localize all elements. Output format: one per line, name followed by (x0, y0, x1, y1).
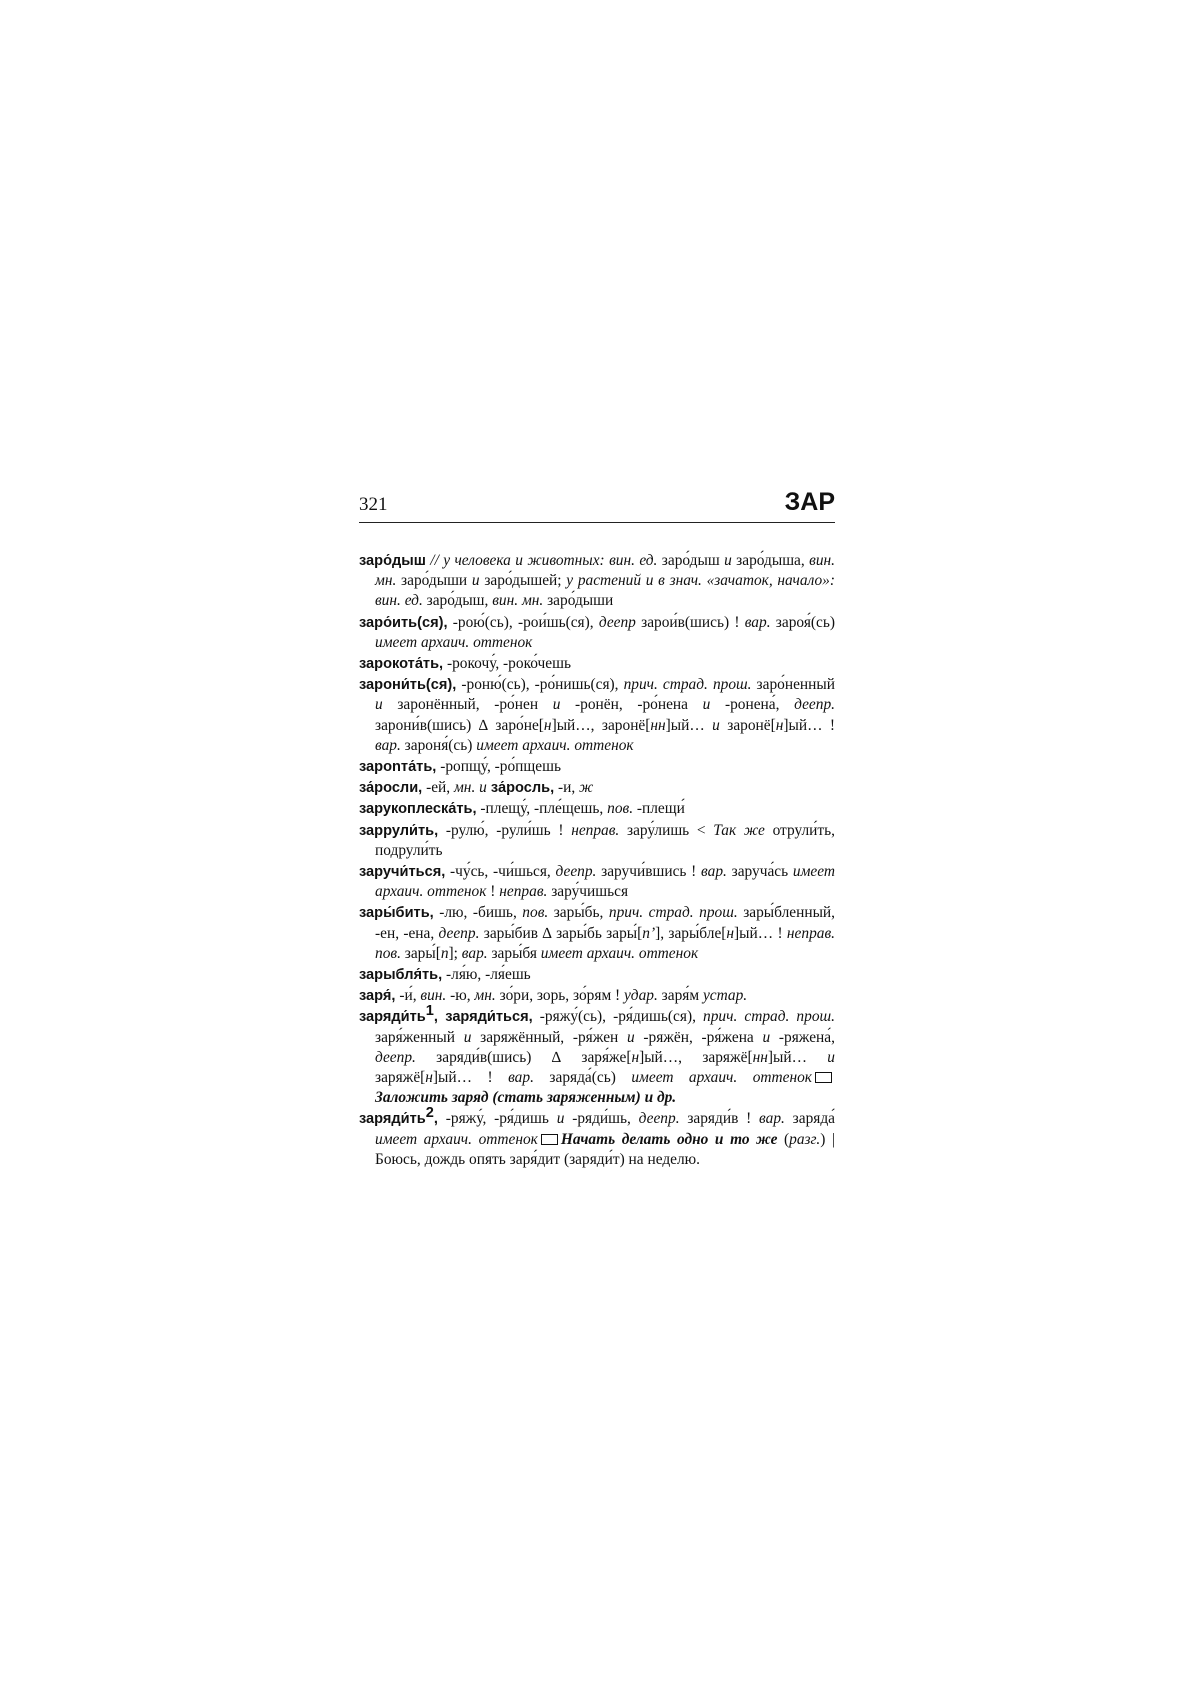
dictionary-entry (359, 551, 835, 612)
entry-headword: зарокота́ть, (359, 656, 444, 673)
grammar-label: имеет архаич. оттенок (375, 633, 533, 651)
entry-text: заронё[ (719, 716, 776, 734)
grammar-label: и (626, 1028, 635, 1046)
entry-text: заряда́ (784, 1110, 836, 1128)
entry-text: ]ый… (665, 716, 713, 734)
dictionary-entries (359, 551, 835, 1171)
guide-word: ЗАР (784, 488, 835, 516)
entry-text: заро́ненный (751, 676, 835, 694)
entry-text: -ряди́шь, (564, 1110, 639, 1128)
entry-text: -роню́(сь), -ро́нишь(ся), (456, 676, 624, 694)
grammar-label: неправ. (499, 883, 548, 901)
entry-text: зарони́в(шись) ∆ заро́не[ (375, 716, 544, 734)
entry-headword: заррули́ть, (359, 822, 439, 839)
entry-text: зароя́(сь) (770, 613, 835, 631)
entry-text: заря́м (657, 987, 703, 1005)
entry-text: заручи́вшись ! (596, 863, 702, 881)
entry-text: -ля́ю, -ля́ешь (442, 966, 531, 984)
entry-text: ]; (448, 944, 462, 962)
entry-headword: заряди́ть (359, 1111, 426, 1128)
entry-text: ]ый… ! (432, 1069, 509, 1087)
grammar-label: и (827, 1048, 835, 1066)
entry-headword: зарыбля́ть, (359, 967, 443, 984)
dictionary-entry (359, 757, 835, 777)
entry-headword: заряди́ть (359, 1009, 426, 1026)
dictionary-entry (359, 675, 835, 756)
grammar-label: неправ. (571, 821, 620, 839)
dictionary-entry (359, 1003, 835, 1108)
grammar-label: имеет архаич. оттенок (631, 1069, 812, 1087)
grammar-label: и (375, 696, 383, 714)
dictionary-entry (359, 778, 835, 798)
grammar-label: п (440, 944, 449, 962)
grammar-label: имеет архаич. оттенок (375, 1130, 538, 1148)
page-header (359, 488, 835, 522)
entry-text: -рокочу́, -роко́чешь (443, 655, 572, 673)
dictionary-entry (359, 799, 835, 819)
grammar-label: имеет архаич. оттенок (375, 863, 835, 901)
entry-text: заро́дыши (543, 592, 614, 610)
entry-text: зары́бив ∆ зары́бь зары́[ (479, 924, 643, 942)
grammar-label: н (726, 924, 735, 942)
entry-text: зары́бь, (548, 904, 609, 922)
grammar-label: вар. (744, 613, 771, 631)
entry-headword: заро́ить(ся), (359, 614, 448, 631)
grammar-label: имеет архаич. оттенок (540, 944, 699, 962)
grammar-label: удар. (624, 987, 658, 1005)
grammar-label: и (471, 572, 480, 590)
entry-text: -ряжена́, (770, 1028, 835, 1046)
grammar-label: деепр. (638, 1110, 680, 1128)
grammar-label: у растений и в знач. «зачаток, начало»: вин. ед. (375, 572, 835, 610)
entry-text: заро́дыш, (422, 592, 493, 610)
dictionary-entry (359, 862, 835, 902)
grammar-label: мн. (474, 987, 496, 1005)
meaning-text: Заложить заряд (стать заряженным) и др. (375, 1089, 677, 1107)
entry-text: -ронена́, (710, 696, 795, 714)
grammar-label: деепр. (794, 696, 835, 714)
entry-headword: зарони́ть(ся), (359, 677, 457, 694)
header-rule (359, 522, 835, 523)
entry-text: -лю, -бишь, (433, 904, 523, 922)
entry-headword: зары́бить, (359, 905, 434, 922)
grammar-label: ж (579, 779, 594, 797)
grammar-label: Так же (713, 821, 765, 839)
entry-text: зарои́в(шись) ! (635, 613, 745, 631)
meaning-text: Начать делать одно и то же (560, 1130, 778, 1148)
grammar-label: н (425, 1069, 433, 1087)
entry-text: ], зары́бле[ (655, 924, 727, 942)
grammar-label: устар. (702, 987, 748, 1005)
entry-text: -и, (554, 779, 580, 797)
grammar-label: имеет архаич. оттенок (476, 736, 634, 754)
entry-text: ]ый…, заронё[ (551, 716, 651, 734)
grammar-label: прич. страд. прош. (608, 904, 738, 922)
entry-text: зары́бленный, -ен, -ена, (375, 904, 835, 942)
dictionary-entry (359, 903, 835, 964)
grammar-label: и (556, 1110, 565, 1128)
grammar-label: вин. мн. (492, 592, 544, 610)
grammar-label: пов. (607, 800, 634, 818)
entry-text: -плещу́, -пле́щешь, (476, 800, 608, 818)
grammar-label: н (543, 716, 552, 734)
dictionary-entry (359, 654, 835, 674)
grammar-label: вар. (759, 1110, 785, 1128)
entry-text: -ронён, -ро́нена (560, 696, 703, 714)
entry-headword: за́росль, (486, 780, 555, 797)
entry-text: ]ый… ! (734, 924, 787, 942)
entry-text: -плещи́ (633, 800, 685, 818)
homonym-number: 2 (425, 1105, 434, 1122)
meaning-box-icon (815, 1072, 832, 1083)
entry-text: заря́женный (375, 1028, 464, 1046)
grammar-label: вар. (508, 1069, 534, 1087)
entry-text: зо́ри, зорь, зо́рям ! (495, 987, 625, 1005)
entry-text: -рою́(сь), -рои́шь(ся), (447, 613, 599, 631)
entry-text: заряда́(сь) (533, 1069, 632, 1087)
entry-text: ( (777, 1130, 790, 1148)
entry-text: -ропщу́, -ро́пщешь (436, 758, 561, 776)
entry-text: зары́бя (487, 944, 541, 962)
entry-headword: , заряди́ться, (433, 1009, 533, 1026)
entry-text: -и́, (395, 987, 421, 1005)
entry-headword: , (433, 1111, 438, 1128)
grammar-label: и (552, 696, 561, 714)
entry-text: зароня́(сь) (400, 736, 477, 754)
entry-text: отрули́ть, подрули́ть (375, 821, 835, 859)
grammar-label: и (463, 1028, 472, 1046)
entry-headword: заручи́ться, (359, 864, 446, 881)
grammar-label: вар. (375, 736, 401, 754)
entry-text: заро́дыши (396, 572, 472, 590)
entry-text: -ряжу́, -ря́дишь (437, 1110, 557, 1128)
grammar-label: прич. страд. прош. (703, 1008, 835, 1026)
entry-text: зару́чишься (547, 883, 629, 901)
entry-text: зары́[ (400, 944, 441, 962)
entry-text: ]ый… ! (783, 716, 835, 734)
grammar-label: вар. (461, 944, 488, 962)
entry-text: заряди́в(шись) ∆ заря́же[ (415, 1048, 632, 1066)
grammar-label: // у человека и животных: вин. ед. (425, 552, 658, 569)
grammar-label: деепр (598, 613, 636, 631)
entry-text: зару́лишь < (619, 821, 714, 839)
entry-text: ! (486, 883, 500, 901)
grammar-label: и (702, 696, 711, 714)
entry-text: -ряжён, -ря́жена (634, 1028, 763, 1046)
grammar-label: вин. (420, 987, 447, 1005)
dictionary-entry (359, 821, 835, 861)
entry-text: заряжённый, -ря́жен (471, 1028, 627, 1046)
grammar-label: нн (650, 716, 666, 734)
grammar-label: прич. страд. прош. (623, 676, 752, 694)
grammar-label: деепр. (375, 1048, 416, 1066)
entry-text: -ей, (422, 779, 454, 797)
dictionary-entry (359, 613, 835, 653)
entry-headword: зароnта́ть, (359, 759, 437, 776)
entry-text: -ряжу́(сь), -ря́дишь(ся), (532, 1008, 704, 1026)
grammar-label: и (712, 716, 720, 734)
entry-text: заряжё[ (375, 1069, 426, 1087)
grammar-label: и (724, 552, 732, 569)
entry-text: заронённый, -ро́нен (382, 696, 553, 714)
grammar-label: вин. мн. (375, 552, 835, 590)
entry-text: ]ый…, заряжё[ (639, 1048, 753, 1066)
entry-text: заро́дыш (657, 552, 725, 569)
entry-headword: зарукоплеска́ть, (359, 801, 477, 818)
entry-text: заро́дыша, (731, 552, 810, 569)
entry-text: заро́дышей; (479, 572, 567, 590)
grammar-label: пов. (522, 904, 549, 922)
grammar-label: н (775, 716, 784, 734)
entry-headword: заря́, (359, 988, 396, 1005)
entry-text: заруча́сь (726, 863, 793, 881)
grammar-label: вар. (701, 863, 727, 881)
page-number: 321 (359, 494, 388, 515)
grammar-label: мн. и (453, 779, 487, 797)
entry-headword: за́росли, (359, 780, 423, 797)
meaning-box-icon (541, 1134, 558, 1145)
entry-text: -рулю́, -рули́шь ! (438, 821, 572, 839)
grammar-label: нн (752, 1048, 768, 1066)
entry-text: заряди́в ! (679, 1110, 760, 1128)
dictionary-entry (359, 1105, 836, 1170)
entry-text: ]ый… (767, 1048, 828, 1066)
entry-text: ) | Боюсь, дождь опять заря́дит (заряди́т) на неделю. (375, 1130, 835, 1168)
entry-text: -чу́сь, -чи́шься, (445, 863, 556, 881)
dictionary-entry (359, 965, 835, 985)
grammar-label: и (762, 1028, 771, 1046)
grammar-label: деепр. (438, 924, 480, 942)
entry-text: -ю, (446, 987, 475, 1005)
entry-headword: заро́дыш (359, 553, 426, 569)
grammar-label: разг. (789, 1130, 821, 1148)
grammar-label: неправ. пов. (375, 924, 835, 962)
grammar-label: н (631, 1048, 640, 1066)
grammar-label: деепр. (555, 863, 597, 881)
homonym-number: 1 (425, 1003, 434, 1020)
grammar-label: п’ (642, 924, 656, 942)
